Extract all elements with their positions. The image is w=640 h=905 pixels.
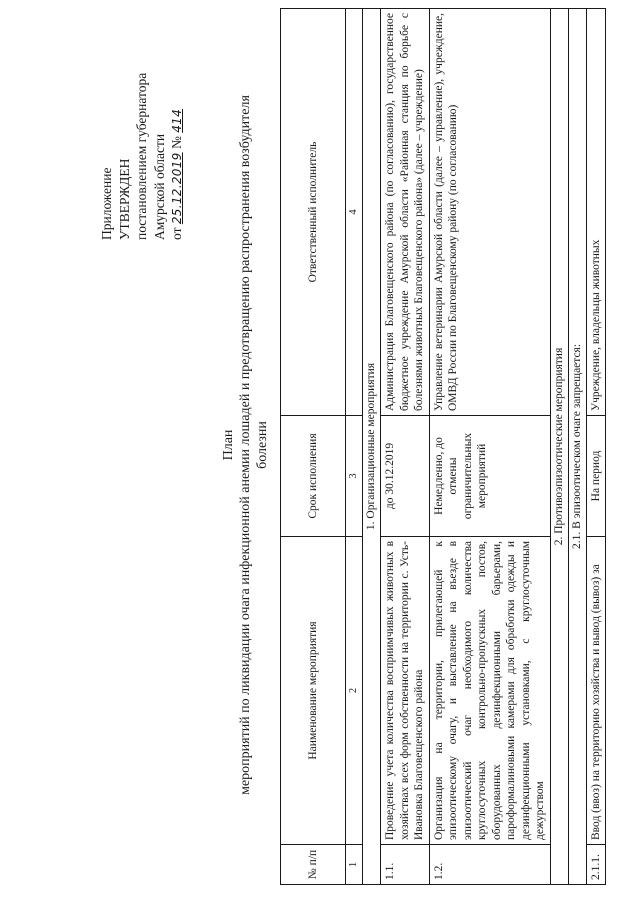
header-number: № п/п [281, 845, 346, 885]
approval-region: Амурской области [151, 133, 167, 240]
date-prefix: от [169, 227, 184, 240]
row-term: до 30.12.2019 [381, 416, 430, 537]
title-line-1: мероприятий по ликвидации очага инфекционной анемии лошадей и предотвращению распространения возбудителя [238, 95, 253, 795]
row-activity: Ввод (ввоз) на территорию хозяйства и вывод (вывоз) за [586, 537, 606, 845]
column-number: 4 [346, 9, 363, 416]
column-number: 2 [346, 537, 363, 845]
header-term: Срок исполнения [281, 416, 346, 537]
column-number: 3 [346, 416, 363, 537]
table-row [429, 9, 550, 885]
row-executor: Администрация Благовещенского района (по согласованию), государственное бюджетное учреждение Амурской области «Районная станция по борьбе с болезнями животных Благовещенского района» (далее – учреждение) [381, 9, 430, 416]
header-activity: Наименование мероприятия [281, 537, 346, 845]
approval-stamp [98, 0, 187, 240]
row-number: 2.1.1. [586, 845, 606, 885]
row-term: Немедленно, до отмены ограничительных мероприятий [429, 416, 550, 537]
column-number: 1 [346, 845, 363, 885]
column-number-row [346, 9, 363, 885]
row-term: На период [586, 416, 606, 537]
section-title: 1. Организационные мероприятия [363, 9, 381, 885]
section-title: 2. Противоэпизоотические мероприятия [550, 9, 568, 885]
section-row [363, 9, 381, 885]
approval-authority: постановлением губернатора [134, 72, 149, 240]
appendix-label: Приложение [99, 167, 114, 240]
section-row [550, 9, 568, 885]
approval-date-line [168, 0, 187, 240]
table-row [381, 9, 430, 885]
approved-label: УТВЕРЖДЕН [116, 158, 132, 240]
row-activity: Организация на территории, прилегающей к эпизоотическому очагу, и выставление на въезде в эпизоотический очаг необходимого количества круглосуточных контрольно-пропускных постов, оборудованных дезинфекционными барьерами, пароформалиновыми камерами для обработки одежды и дезинфекционными установками, с круглосуточным дежурством [429, 537, 550, 845]
plan-table [280, 8, 606, 885]
subsection-title: 2.1. В эпизоотическом очаге запрещается: [568, 9, 586, 885]
row-activity: Проведение учета количества восприимчивых животных в хозяйствах всех форм собственности на территории с. Усть-Ивановка Благовещенского района [381, 537, 430, 845]
handwritten-number: 414 [170, 108, 184, 133]
subsection-row [568, 9, 586, 885]
table-row [586, 9, 606, 885]
header-executor: Ответственный исполнитель [281, 9, 346, 416]
title-line-2: болезни [255, 421, 270, 469]
title-heading: План [221, 429, 236, 461]
number-prefix: № [169, 136, 184, 150]
row-executor: Учреждение, владельцы животных [586, 9, 606, 416]
table-header-row [281, 9, 346, 885]
handwritten-date: 25.12.2019 [170, 152, 184, 225]
row-number: 1.2. [429, 845, 550, 885]
row-number: 1.1. [381, 845, 430, 885]
document-title [220, 65, 271, 825]
row-executor: Управление ветеринарии Амурской области (далее – управление), учреждение, ОМВД России по Благовещенскому району (по согласованию) [429, 9, 550, 416]
